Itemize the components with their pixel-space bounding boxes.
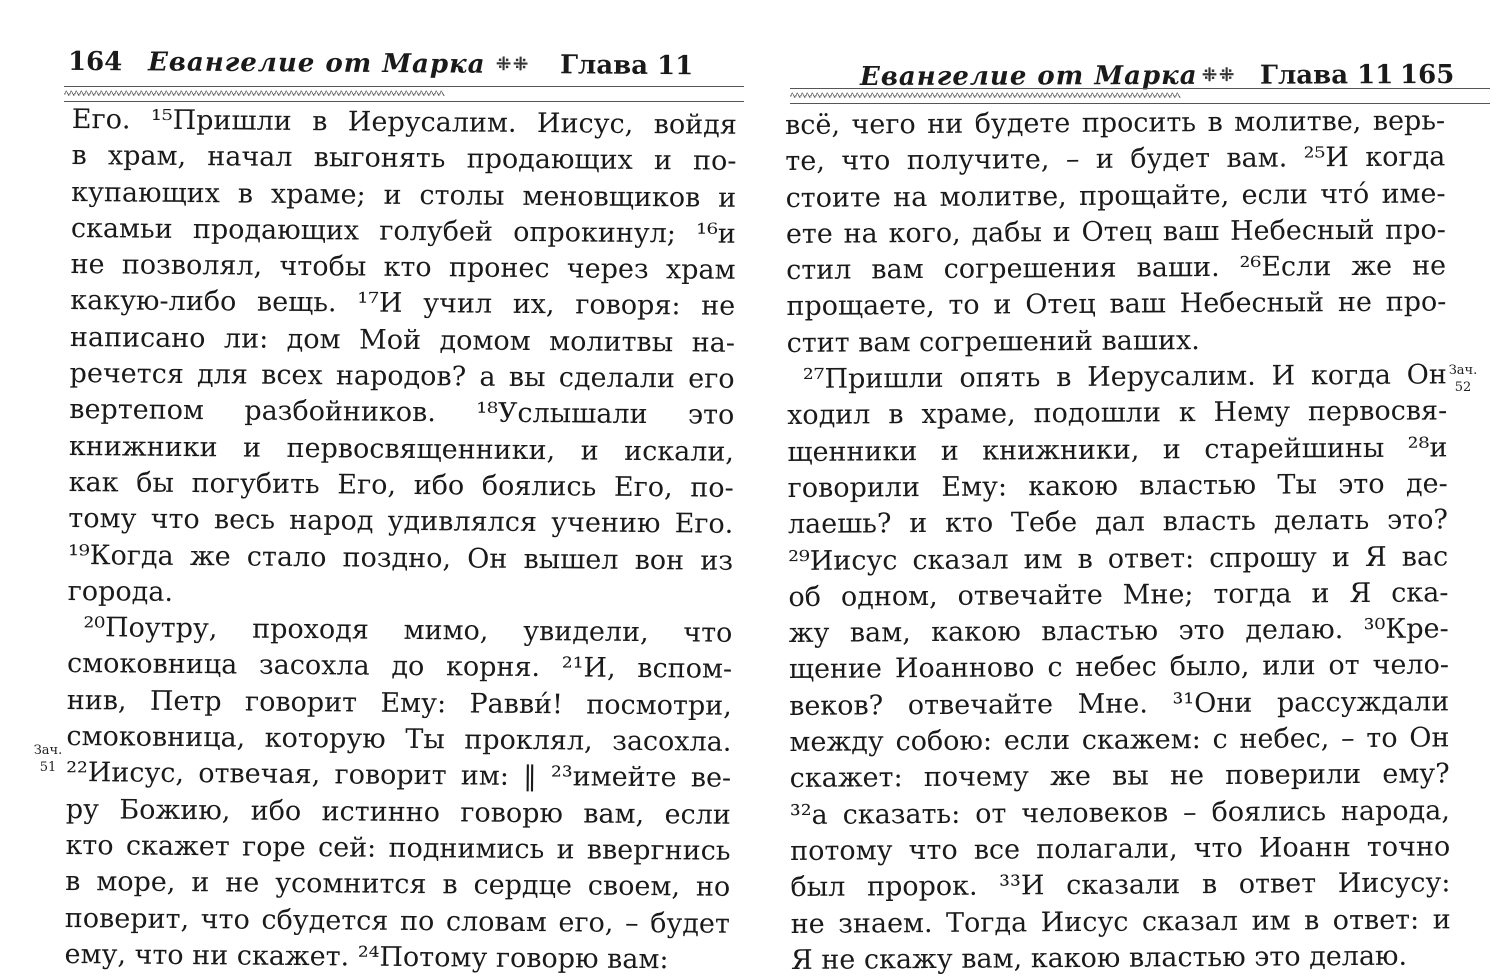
text-line: кто скажет горе сей: поднимись и ввергнись [65,829,731,867]
text-line: ²²Иисус, отвечая, говорит им: ‖ ²³имейте ве- [66,757,732,795]
text-line: стоите на молитве, прощайте, если что́ име- [785,177,1446,214]
text-line: говорили Ему: какою властью Ты это де- [787,468,1448,504]
ornament-icon: ⁜⁜ [495,53,531,76]
text-line: щение Иоанново с небес было, или от чело- [788,649,1450,686]
text-line: всё, чего ни будете просить в молитве, верь- [785,105,1446,141]
text-line: Его. ¹⁵Пришли в Иерусалим. Иисус, войдя [71,103,737,141]
ornamental-border: ﾍﾍﾍﾍﾍﾍﾍﾍﾍﾍﾍﾍﾍﾍﾍﾍﾍﾍﾍﾍﾍﾍﾍﾍﾍﾍﾍﾍﾍﾍﾍﾍﾍﾍﾍﾍﾍﾍﾍﾍﾍﾍﾍﾍﾍﾍﾍﾍﾍﾍﾍﾍﾍﾍﾍﾍﾍﾍﾍﾍﾍﾍﾍﾍﾍﾍﾍﾍﾍﾍﾍﾍﾍﾍﾍﾍ [64,86,744,102]
text-line: города. [67,575,174,608]
text-line: лаешь? и кто Тебе дал власть делать это? [787,504,1449,541]
text-line: об одном, отвечайте Мне; тогда и Я ска- [788,577,1449,613]
text-line: ру Божию, ибо истинно говорю вам, если [65,793,731,831]
ornamental-border: ﾍﾍﾍﾍﾍﾍﾍﾍﾍﾍﾍﾍﾍﾍﾍﾍﾍﾍﾍﾍﾍﾍﾍﾍﾍﾍﾍﾍﾍﾍﾍﾍﾍﾍﾍﾍﾍﾍﾍﾍﾍﾍﾍﾍﾍﾍﾍﾍﾍﾍﾍﾍﾍﾍﾍﾍﾍﾍﾍﾍﾍﾍﾍﾍﾍﾍﾍﾍﾍﾍﾍﾍﾍﾍﾍﾍﾍﾍ [790,88,1490,104]
text-line: щенники и книжники, и старейшины ²⁸и [787,432,1448,468]
text-line: жу вам, какою властью это делаю. ³⁰Кре- [788,613,1449,650]
text-line: стил вам согрешения ваши. ²⁶Если же не [786,250,1447,287]
text-block [64,102,737,979]
gospel-title: Евангелие от Марка [859,60,1198,93]
text-line: между собою: если скажем: с небес, – то Он [789,722,1450,759]
text-line: вертепом разбойников. ¹⁸Услышали это [69,394,735,432]
text-line: скамьи продающих голубей опрокинул; ¹⁶и [70,212,737,250]
text-line: купающих в храме; и столы меновщиков и [71,176,737,214]
text-line: нив, Петр говорит Ему: Равви́! посмотри, [66,684,732,722]
text-line: речется для всех народов? а вы сделали его [69,358,735,395]
text-line: ²⁰Поутру, проходя мимо, увидели, что [83,612,733,649]
page-number: 164 [67,46,123,78]
ornament-icon: ⁜⁜ [1201,64,1237,86]
zachalo-margin-note [30,742,66,776]
text-line: как бы погубить Его, ибо боялись Его, по- [68,466,734,504]
right-page [750,0,1500,976]
text-line: потому что все полагали, что Иоанн точно [790,831,1451,867]
gospel-title: Евангелие от Марка [147,47,486,80]
page-number: 165 [1399,59,1455,91]
zachalo-number: 51 [39,760,57,775]
text-line: в храм, начал выгонять продающих и по- [71,140,737,178]
zachalo-margin-note [1445,362,1481,396]
text-line: ¹⁹Когда же стало поздно, Он вышел вон из [67,539,734,577]
text-line: ²⁹Иисус сказал им в ответ: спрошу и Я вас [788,540,1449,577]
text-line: не позволял, чтобы кто пронес через храм [70,249,736,286]
text-block [785,103,1451,979]
text-line: не знаем. Тогда Иисус сказал им в ответ: и [790,903,1451,940]
text-line: прощаете, то и Отец ваш Небесный не про- [786,286,1447,323]
zachalo-number: 52 [1454,380,1472,395]
text-line: ³²а сказать: от человеков – боялись народа, [789,795,1451,831]
text-line: ему, что ни скажет. ²⁴Потому говорю вам: [64,938,669,976]
text-line: был пророк. ³³И сказали в ответ Иисусу: [790,867,1451,904]
text-line: ходил в храме, подошли к Нему первосвя- [787,395,1448,432]
text-line: в море, и не усомнится в сердце своем, но [65,866,731,904]
text-line: ²⁷Пришли опять в Иерусалим. И когда Он [802,359,1447,395]
chapter-label: Глава 11 [559,50,694,82]
text-line: книжники и первосвященники, и искали, [68,430,735,468]
text-line: скажет: почему же вы не поверили ему? [789,758,1450,795]
zachalo-label: Зач. [33,743,63,758]
text-line: тому что весь народ удивлялся учению Его. [68,503,734,541]
text-line: ете на кого, дабы и Отец ваш Небесный про- [785,214,1446,250]
text-line: стит вам согрешений ваших. [786,324,1200,359]
chapter-label: Глава 11 [1259,60,1394,91]
zachalo-label: Зач. [1448,363,1478,378]
text-line: смоковница, которую Ты проклял, засохла. [66,721,732,758]
text-line: поверит, что сбудется по словам его, – будет [64,902,730,940]
text-line: веков? отвечайте Мне. ³¹Они рассуждали [789,686,1450,722]
text-line: Я не скажу вам, какою властью это делаю. [790,940,1408,976]
text-line: смоковница засохла до корня. ²¹И, вспом- [66,648,733,686]
running-head-left [67,42,694,86]
text-line: написано ли: дом Мой домом молитвы на- [69,321,736,359]
text-line: те, что получите, – и будет вам. ²⁵И когда [785,141,1446,178]
text-line: какую-либо вещь. ¹⁷И учил их, говоря: не [70,285,736,323]
left-page [0,0,750,976]
